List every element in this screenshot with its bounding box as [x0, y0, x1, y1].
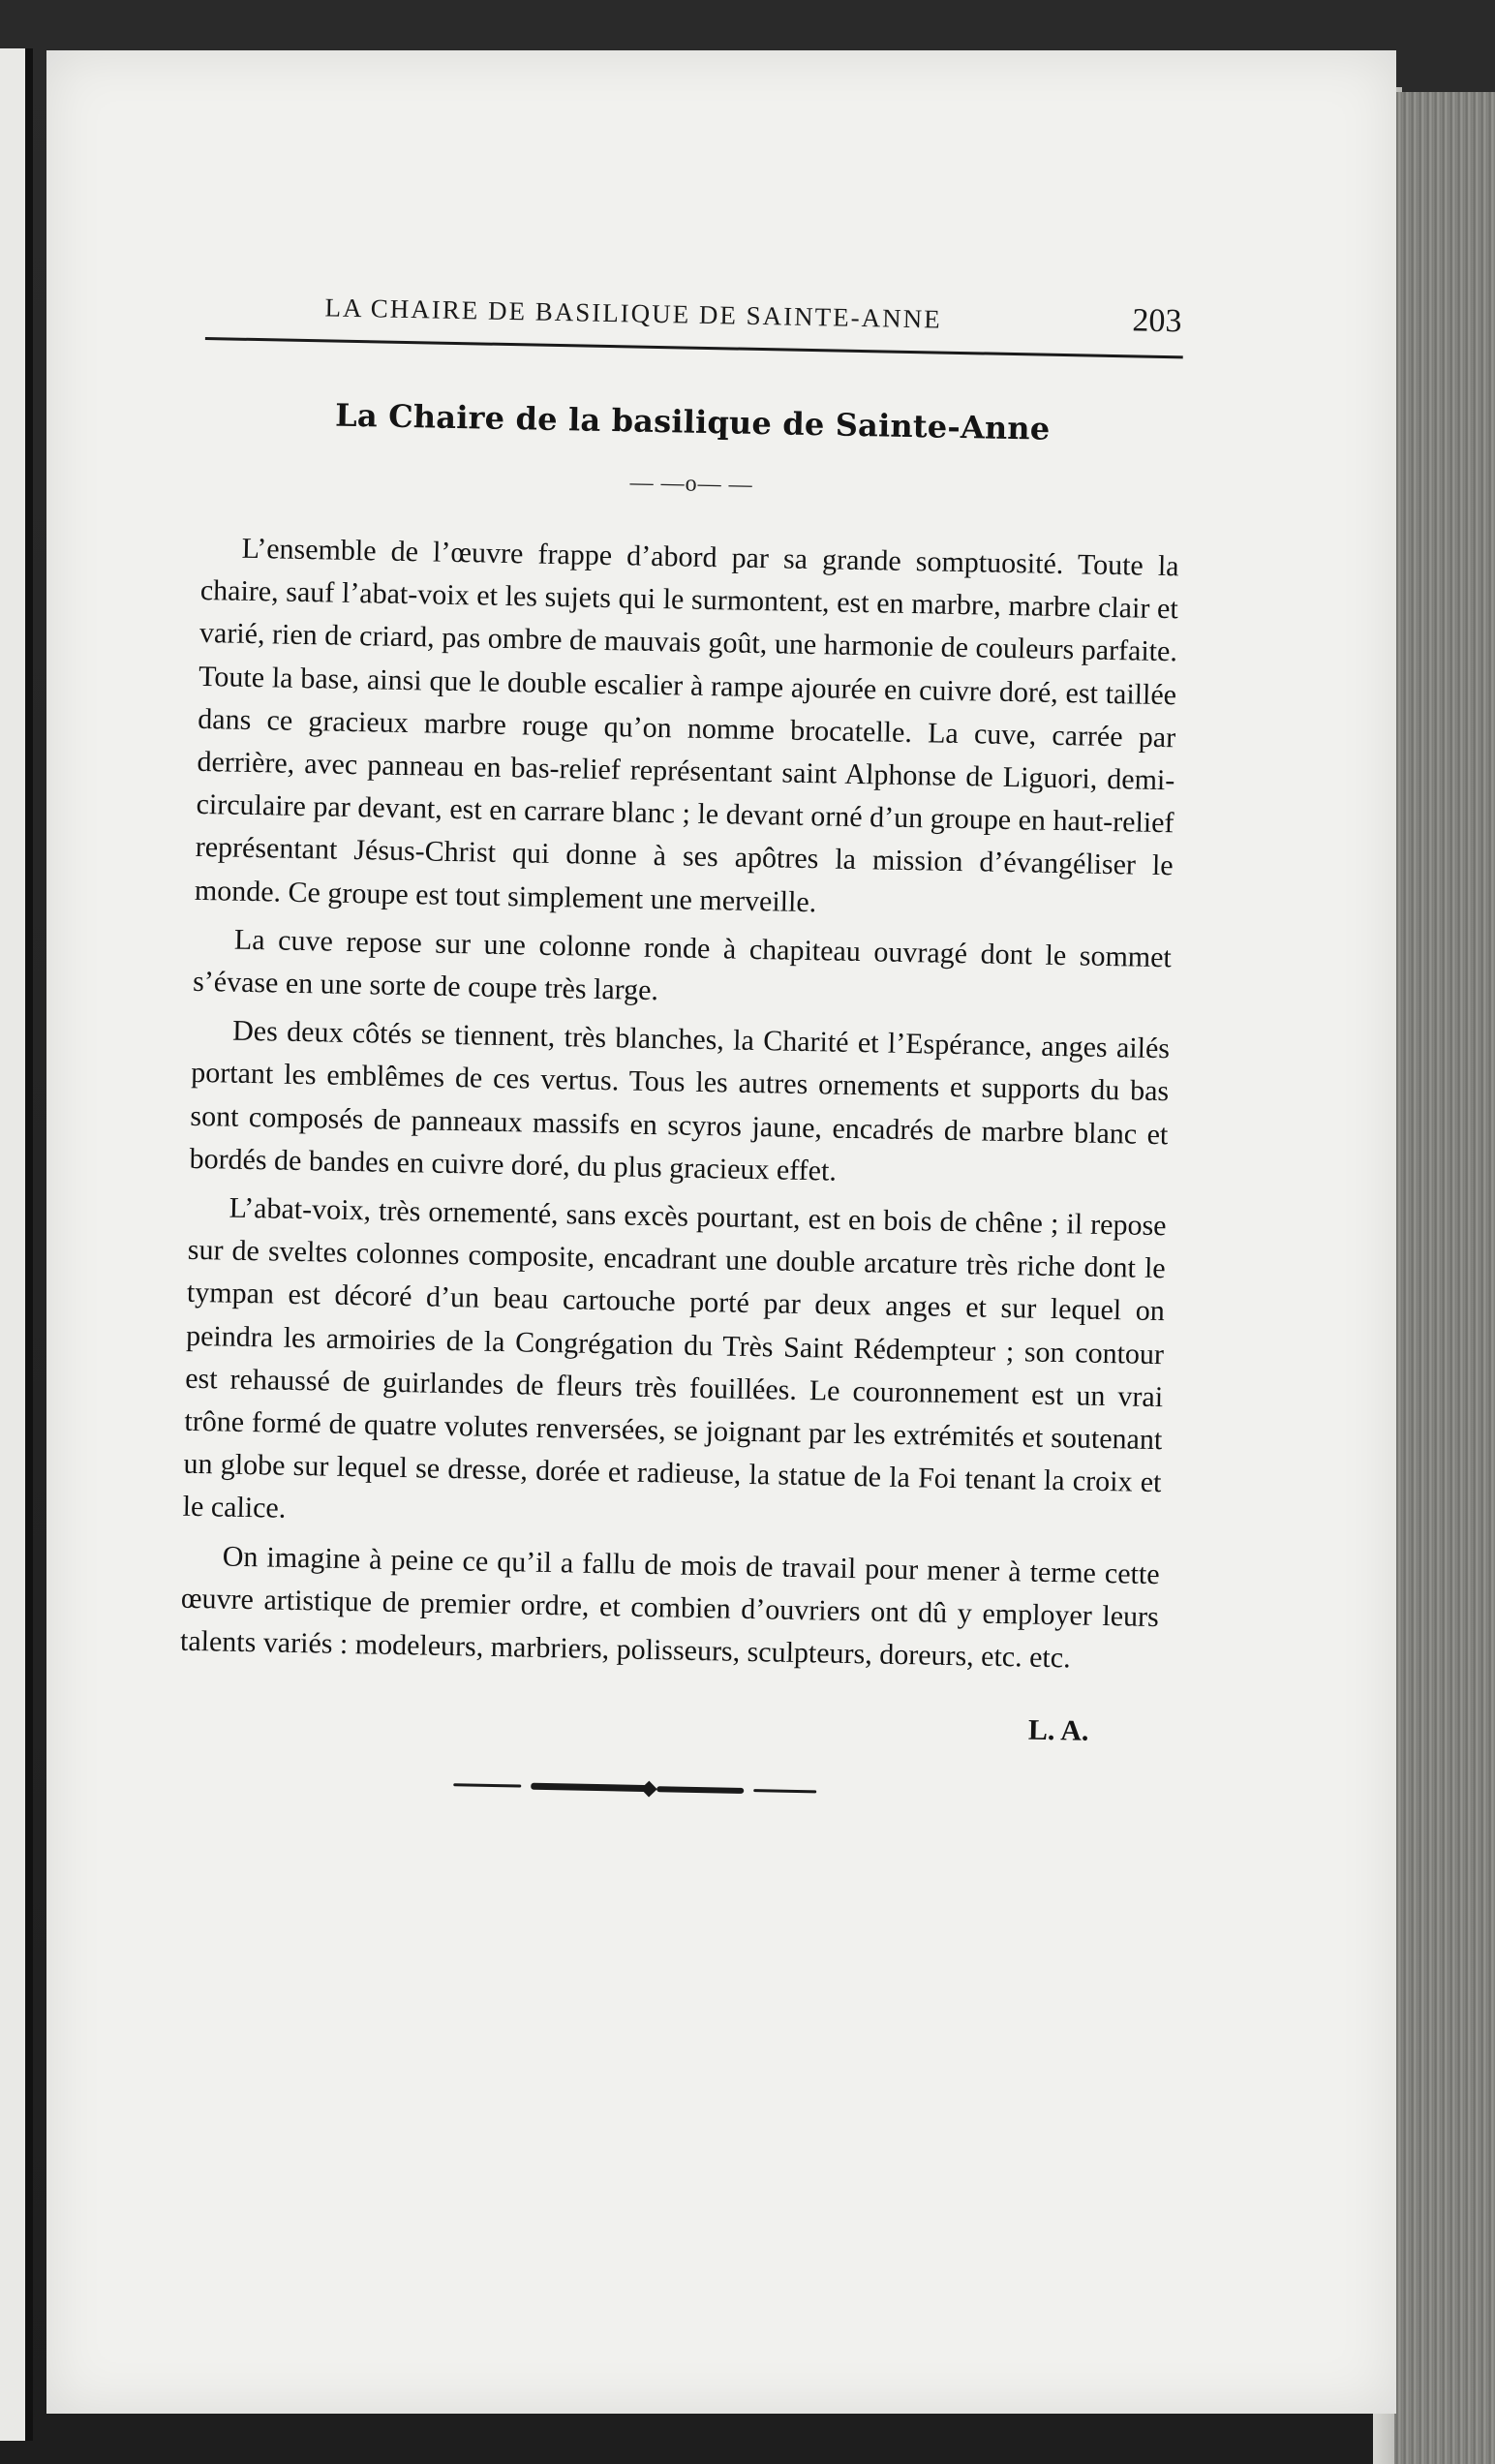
book-fore-edge	[1394, 92, 1495, 2464]
author-signature: L. A.	[1027, 1713, 1089, 1748]
page-number: 203	[1132, 302, 1182, 340]
tailpiece-diamond	[641, 1781, 657, 1798]
book-page	[46, 50, 1396, 2414]
tailpiece-rule-left	[453, 1783, 521, 1787]
running-header	[205, 283, 1184, 358]
article-title: La Chaire de la basilique de Sainte-Anne	[334, 396, 1051, 447]
paragraph-4: L’abat-voix, très ornementé, sans excès pourtant, est en bois de chêne ; il repose sur de sveltes colonnes composite, encadrant une double arcature très riche dont le tympan est décoré d’un beau cartouche porté par deux anges et sur lequel on peindra les armoiries de la Congrégation du Très Saint Rédempteur ; son contour est rehaussé de guirlandes de fleurs très fouillées. Le couronnement est un vrai trône formé de quatre volutes renversées, se joignant par les extrémités et soutenant un globe sur lequel se dresse, dorée et radieuse, la statue de la Foi tenant la croix et le calice.	[182, 1191, 1167, 1525]
facing-page-edge	[0, 48, 33, 2441]
tailpiece-ornament	[453, 1774, 821, 1801]
tailpiece-rule-right	[753, 1789, 816, 1793]
title-separator: — —o— —	[629, 470, 753, 498]
paragraph-2: La cuve repose sur une colonne ronde à chapiteau ouvragé dont le sommet s’évase en une sorte de coupe très large.	[192, 923, 1173, 1007]
tailpiece-swell-left	[531, 1783, 647, 1792]
paragraph-3: Des deux côtés se tiennent, très blanches, la Charité et l’Espérance, anges ailés portant les emblêmes de ces vertus. Tous les autres ornements et supports du bas sont composés de panneaux massifs en scyros jaune, encadrés de marbre blanc et bordés de bandes en cuivre doré, du plus gracieux effet.	[189, 1014, 1171, 1187]
paragraph-1: L’ensemble de l’œuvre frappe d’abord par sa grande somptuosité. Toute la chaire, sauf l’abat-voix et les sujets qui le surmontent, est en marbre, marbre clair et varié, rien de criard, pas ombre de mauvais goût, une harmonie de couleurs parfaite. Toute la base, ainsi que le double escalier à rampe ajourée en cuivre doré, est taillée dans ce gracieux marbre rouge qu’on nomme brocatelle. La cuve, carrée par derrière, avec panneau en bas-relief représentant saint Alphonse de Liguori, demi-circulaire par devant, est en carrare blanc ; le devant orné d’un groupe en haut-relief représentant Jésus-Christ qui donne à ses apôtres la mission d’évangéliser le monde. Ce groupe est tout simplement une merveille.	[194, 532, 1179, 918]
paragraph-5: On imagine à peine ce qu’il a fallu de mois de travail pour mener à terme cette œuvre artistique de premier ordre, et combien d’ouvriers ont dû y employer leurs talents variés : modeleurs, marbriers, polisseurs, sculpteurs, doreurs, etc. etc.	[179, 1540, 1160, 1675]
running-title: LA CHAIRE DE BASILIQUE DE SAINTE-ANNE	[324, 293, 942, 334]
tailpiece-swell-right	[656, 1786, 744, 1794]
page-content	[177, 283, 1184, 1807]
